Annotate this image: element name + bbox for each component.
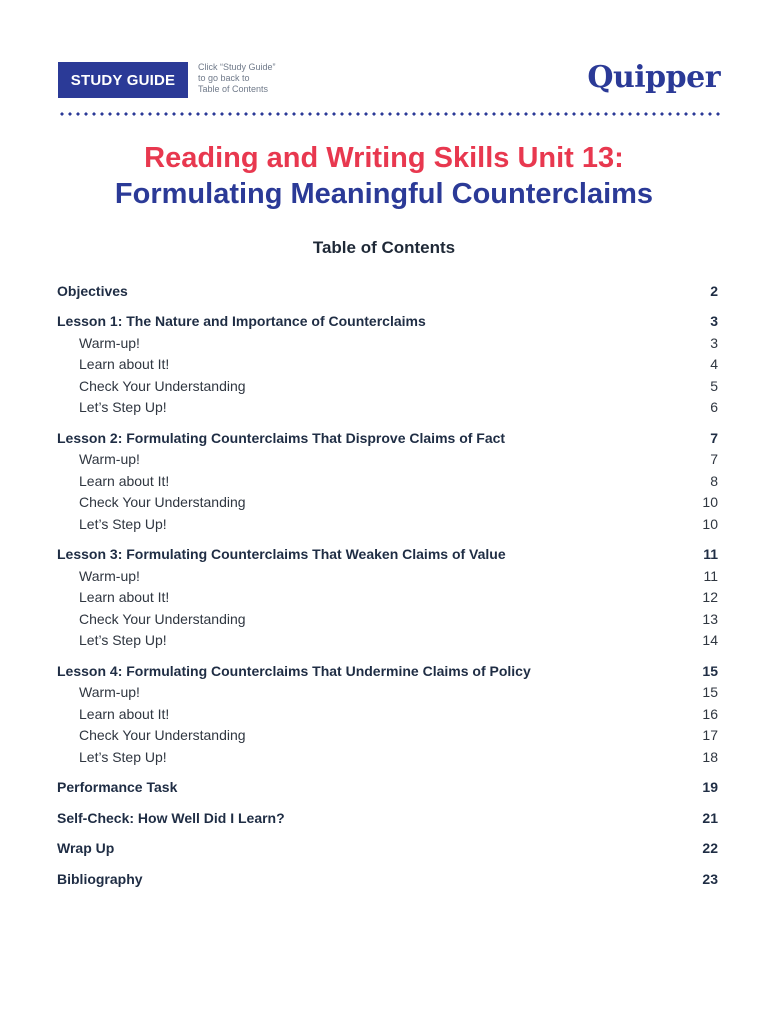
toc-subitem-title: Check Your Understanding <box>79 377 246 394</box>
toc-section <box>57 777 718 799</box>
toc-subitem-title: Check Your Understanding <box>79 494 246 511</box>
toc-page-number: 6 <box>710 399 718 416</box>
toc-section <box>57 838 718 860</box>
toc-subitem-row[interactable] <box>57 587 718 609</box>
toc-page-number: 14 <box>702 632 718 649</box>
toc-subitem-title: Let’s Step Up! <box>79 748 167 765</box>
toc-subitem-row[interactable] <box>57 449 718 471</box>
toc-section-row[interactable] <box>57 777 718 799</box>
toc-section <box>57 311 718 419</box>
toc-section-title: Lesson 3: Formulating Counterclaims That Weaken Claims of Value <box>57 546 506 563</box>
toc-section <box>57 807 718 829</box>
toc-heading: Table of Contents <box>312 238 456 257</box>
toc-subitem-title: Learn about It! <box>79 472 170 489</box>
toc-subitem-row[interactable] <box>57 703 718 725</box>
toc-subitem-row[interactable] <box>57 746 718 768</box>
toc-section-title: Lesson 1: The Nature and Importance of Counterclaims <box>57 313 426 330</box>
toc-section-row[interactable] <box>57 280 718 302</box>
toc-page-number: 7 <box>710 429 718 446</box>
toc-section-row[interactable] <box>57 807 718 829</box>
toc-subitem-row[interactable] <box>57 682 718 704</box>
toc-subitem-title: Let’s Step Up! <box>79 632 167 649</box>
toc-subitem-row[interactable] <box>57 492 718 514</box>
toc-page-number: 11 <box>703 567 718 584</box>
toc-subitem-title: Let’s Step Up! <box>79 515 167 532</box>
toc-page-number: 15 <box>702 684 718 701</box>
toc-page-number: 12 <box>702 589 718 606</box>
toc-page-number: 4 <box>710 356 718 373</box>
toc-page-number: 11 <box>703 546 718 563</box>
toc-subitem-row[interactable] <box>57 354 718 376</box>
toc-subitem-row[interactable] <box>57 513 718 535</box>
study-guide-note <box>198 62 276 95</box>
toc-section <box>57 280 718 302</box>
toc-page-number: 18 <box>702 748 718 765</box>
quipper-logo: Quipper <box>587 60 720 95</box>
toc-page-number: 8 <box>710 472 718 489</box>
toc-subitem-row[interactable] <box>57 725 718 747</box>
toc-section-title: Bibliography <box>57 870 143 887</box>
toc-section-title: Objectives <box>57 282 128 299</box>
toc-section-row[interactable] <box>57 838 718 860</box>
toc-section-row[interactable] <box>57 660 718 682</box>
toc-section <box>57 660 718 768</box>
toc-page-number: 13 <box>702 610 718 627</box>
toc-subitem-title: Warm-up! <box>79 684 140 701</box>
title-line-1: Reading and Writing Skills Unit 13: <box>144 142 624 174</box>
note-line: Table of Contents <box>198 84 269 94</box>
toc-page-number: 19 <box>702 779 718 796</box>
toc-subitem-title: Warm-up! <box>79 451 140 468</box>
toc-section-row[interactable] <box>57 311 718 333</box>
table-of-contents <box>57 280 718 899</box>
toc-page-number: 3 <box>710 313 718 330</box>
toc-page-number: 3 <box>710 334 718 351</box>
toc-section-title: Performance Task <box>57 779 178 796</box>
toc-section-title: Self-Check: How Well Did I Learn? <box>57 809 285 826</box>
toc-subitem-title: Learn about It! <box>79 589 170 606</box>
toc-page-number: 2 <box>710 282 718 299</box>
toc-subitem-row[interactable] <box>57 565 718 587</box>
toc-section-row[interactable] <box>57 427 718 449</box>
note-line: to go back to <box>198 73 250 83</box>
toc-page-number: 16 <box>702 705 718 722</box>
toc-section <box>57 544 718 652</box>
toc-subitem-title: Warm-up! <box>79 334 140 351</box>
study-guide-button[interactable]: STUDY GUIDE <box>58 62 188 98</box>
page-title <box>0 140 768 212</box>
toc-page-number: 10 <box>702 515 718 532</box>
toc-page-number: 22 <box>702 840 718 857</box>
toc-subitem-title: Learn about It! <box>79 705 170 722</box>
toc-page-number: 15 <box>702 662 718 679</box>
toc-subitem-row[interactable] <box>57 608 718 630</box>
toc-page-number: 21 <box>702 809 718 826</box>
toc-section <box>57 427 718 535</box>
toc-subitem-title: Check Your Understanding <box>79 610 246 627</box>
toc-section-title: Lesson 2: Formulating Counterclaims That Disprove Claims of Fact <box>57 429 506 446</box>
toc-subitem-row[interactable] <box>57 630 718 652</box>
toc-subitem-title: Let’s Step Up! <box>79 399 167 416</box>
toc-subitem-row[interactable] <box>57 375 718 397</box>
dotted-divider <box>58 112 720 116</box>
toc-page-number: 5 <box>710 377 718 394</box>
toc-section <box>57 868 718 890</box>
toc-subitem-row[interactable] <box>57 332 718 354</box>
page-header <box>58 62 720 102</box>
toc-page-number: 17 <box>702 727 718 744</box>
toc-subitem-row[interactable] <box>57 397 718 419</box>
toc-page-number: 23 <box>702 870 718 887</box>
toc-subitem-title: Warm-up! <box>79 567 140 584</box>
title-line-2: Formulating Meaningful Counterclaims <box>114 178 654 210</box>
toc-section-row[interactable] <box>57 544 718 566</box>
toc-section-row[interactable] <box>57 868 718 890</box>
toc-subitem-title: Check Your Understanding <box>79 727 246 744</box>
toc-section-title: Lesson 4: Formulating Counterclaims That Undermine Claims of Policy <box>57 662 531 679</box>
note-line: Click “Study Guide” <box>198 62 276 72</box>
toc-subitem-row[interactable] <box>57 470 718 492</box>
toc-subitem-title: Learn about It! <box>79 356 170 373</box>
toc-section-title: Wrap Up <box>57 840 115 857</box>
toc-page-number: 7 <box>710 451 718 468</box>
toc-page-number: 10 <box>702 494 718 511</box>
